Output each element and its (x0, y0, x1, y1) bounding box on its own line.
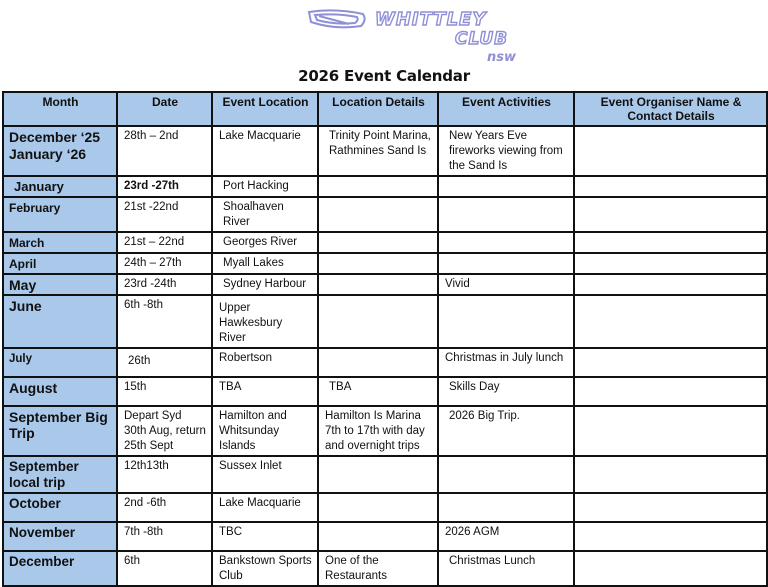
activities-cell: 2026 AGM (438, 522, 574, 551)
month-cell: October (3, 493, 117, 522)
details-cell (318, 274, 438, 295)
location-cell: Sydney Harbour (212, 274, 318, 295)
date-cell: 12th13th (117, 456, 212, 493)
column-header-location-details: Location Details (318, 92, 438, 126)
table-row (3, 551, 767, 586)
month-cell: December ‘25 January ‘26 (3, 126, 117, 176)
organiser-cell (574, 551, 767, 586)
month-cell: September local trip (3, 456, 117, 493)
location-cell: Port Hacking (212, 176, 318, 197)
event-calendar-table (2, 91, 768, 587)
location-cell: Lake Macquarie (212, 126, 318, 176)
svg-text:CLUB: CLUB (455, 29, 509, 49)
month-cell: April (3, 253, 117, 274)
location-cell: TBA (212, 377, 318, 406)
month-cell: January (3, 176, 117, 197)
organiser-cell (574, 274, 767, 295)
activities-cell: Skills Day (438, 377, 574, 406)
organiser-cell (574, 348, 767, 377)
column-header-event-activities: Event Activities (438, 92, 574, 126)
table-row (3, 274, 767, 295)
table-row (3, 295, 767, 348)
activities-cell: Vivid (438, 274, 574, 295)
activities-cell (438, 232, 574, 253)
organiser-cell (574, 126, 767, 176)
organiser-cell (574, 493, 767, 522)
date-cell: 7th -8th (117, 522, 212, 551)
organiser-cell (574, 253, 767, 274)
activities-cell (438, 295, 574, 348)
details-cell (318, 176, 438, 197)
date-cell: 2nd -6th (117, 493, 212, 522)
date-cell: 21st – 22nd (117, 232, 212, 253)
organiser-cell (574, 522, 767, 551)
table-header-row (3, 92, 767, 126)
location-cell: Upper Hawkesbury River (212, 295, 318, 348)
table-row (3, 522, 767, 551)
activities-cell (438, 176, 574, 197)
activities-cell: 2026 Big Trip. (438, 406, 574, 456)
location-cell: Robertson (212, 348, 318, 377)
date-cell: 6th (117, 551, 212, 586)
organiser-cell (574, 232, 767, 253)
date-cell: 6th -8th (117, 295, 212, 348)
details-cell: One of the Restaurants (318, 551, 438, 586)
svg-text:WHITTLEY: WHITTLEY (375, 9, 487, 30)
details-cell: Trinity Point Marina, Rathmines Sand Is (318, 126, 438, 176)
table-row (3, 253, 767, 274)
organiser-cell (574, 197, 767, 232)
table-row (3, 176, 767, 197)
month-cell: September Big Trip (3, 406, 117, 456)
location-cell: Shoalhaven River (212, 197, 318, 232)
location-cell: Bankstown Sports Club (212, 551, 318, 586)
location-cell: Hamilton and Whitsunday Islands (212, 406, 318, 456)
month-cell: December (3, 551, 117, 586)
details-cell (318, 232, 438, 253)
table-row (3, 126, 767, 176)
page-title: 2026 Event Calendar (298, 67, 470, 85)
location-cell: Georges River (212, 232, 318, 253)
svg-text:nsw: nsw (487, 50, 517, 64)
details-cell (318, 522, 438, 551)
date-cell: 24th – 27th (117, 253, 212, 274)
date-cell: 15th (117, 377, 212, 406)
activities-cell (438, 456, 574, 493)
column-header-month: Month (3, 92, 117, 126)
month-cell: June (3, 295, 117, 348)
date-cell: 28th – 2nd (117, 126, 212, 176)
whittley-club-logo (305, 6, 530, 64)
column-header-event-location: Event Location (212, 92, 318, 126)
activities-cell (438, 493, 574, 522)
column-header-organiser: Event Organiser Name & Contact Details (574, 92, 767, 126)
details-cell: TBA (318, 377, 438, 406)
activities-cell (438, 253, 574, 274)
organiser-cell (574, 456, 767, 493)
table-row (3, 456, 767, 493)
month-cell: July (3, 348, 117, 377)
month-cell: March (3, 232, 117, 253)
date-cell: 23rd -27th (117, 176, 212, 197)
organiser-cell (574, 377, 767, 406)
table-row (3, 197, 767, 232)
location-cell: Myall Lakes (212, 253, 318, 274)
month-cell: February (3, 197, 117, 232)
details-cell: Hamilton Is Marina 7th to 17th with day and overnight trips (318, 406, 438, 456)
date-cell: Depart Syd 30th Aug, return 25th Sept (117, 406, 212, 456)
event-calendar-table-container (2, 91, 766, 587)
location-cell: TBC (212, 522, 318, 551)
date-cell: 21st -22nd (117, 197, 212, 232)
date-cell: 23rd -24th (117, 274, 212, 295)
table-row (3, 377, 767, 406)
whittley-boat-logo-icon (305, 6, 530, 64)
date-cell: 26th (117, 348, 212, 377)
details-cell (318, 295, 438, 348)
activities-cell: Christmas Lunch (438, 551, 574, 586)
details-cell (318, 253, 438, 274)
organiser-cell (574, 295, 767, 348)
activities-cell (438, 197, 574, 232)
organiser-cell (574, 176, 767, 197)
location-cell: Lake Macquarie (212, 493, 318, 522)
month-cell: August (3, 377, 117, 406)
table-row (3, 348, 767, 377)
month-cell: November (3, 522, 117, 551)
details-cell (318, 456, 438, 493)
table-row (3, 232, 767, 253)
details-cell (318, 197, 438, 232)
activities-cell: New Years Eve fireworks viewing from the Sand Is (438, 126, 574, 176)
organiser-cell (574, 406, 767, 456)
details-cell (318, 493, 438, 522)
month-cell: May (3, 274, 117, 295)
activities-cell: Christmas in July lunch (438, 348, 574, 377)
column-header-date: Date (117, 92, 212, 126)
table-row (3, 493, 767, 522)
table-row (3, 406, 767, 456)
location-cell: Sussex Inlet (212, 456, 318, 493)
details-cell (318, 348, 438, 377)
